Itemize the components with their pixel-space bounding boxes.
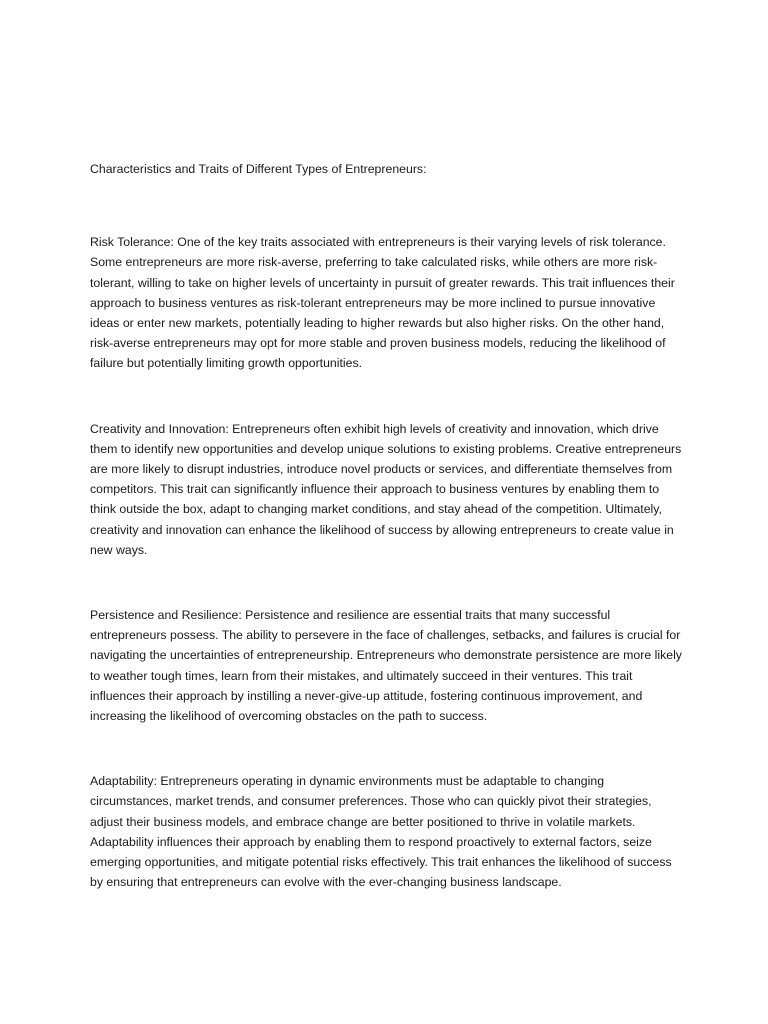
paragraph-adaptability: Adaptability: Entrepreneurs operating in dynamic environments must be adaptable to changing circumstances, market trends, and consumer preferences. Those who can quickly pivot their strategies, adjust their business models, and embrace change are better positioned to thrive in volatile markets. Adaptability influences their approach by enabling them to respond proactively to external factors, seize emerging opportunities, and mitigate potential risks effectively. This trait enhances the likelihood of success by ensuring that entrepreneurs can evolve with the ever-changing business landscape. — [90, 774, 672, 890]
document-title: Characteristics and Traits of Different Types of Entrepreneurs: — [90, 162, 427, 176]
paragraph-creativity-innovation: Creativity and Innovation: Entrepreneurs often exhibit high levels of creativity and innovation, which drive them to identify new opportunities and develop unique solutions to existing problems. Creative entrepreneurs are more likely to disrupt industries, introduce novel products or services, and differentiate themselves from competitors. This trait can significantly influence their approach to business ventures by enabling them to think outside the box, adapt to changing market conditions, and stay ahead of the competition. Ultimately, creativity and innovation can enhance the likelihood of success by allowing entrepreneurs to create value in new ways. — [90, 421, 682, 557]
document-body — [90, 159, 685, 892]
spacer — [90, 726, 685, 771]
spacer — [90, 560, 685, 605]
spacer — [90, 374, 685, 419]
paragraph-persistence-resilience: Persistence and Resilience: Persistence and resilience are essential traits that many successful entrepreneurs possess. The ability to persevere in the face of challenges, setbacks, and failures is crucial for navigating the uncertainties of entrepreneurship. Entrepreneurs who demonstrate persistence are more likely to weather tough times, learn from their mistakes, and ultimately succeed in their ventures. This trait influences their approach by instilling a never-give-up attitude, fostering continuous improvement, and increasing the likelihood of overcoming obstacles on the path to success. — [90, 608, 682, 724]
paragraph-risk-tolerance: Risk Tolerance: One of the key traits associated with entrepreneurs is their varying levels of risk tolerance. Some entrepreneurs are more risk-averse, preferring to take calculated risks, while others are more risk-tolerant, willing to take on higher levels of uncertainty in pursuit of greater rewards. This trait influences their approach to business ventures as risk-tolerant entrepreneurs may be more inclined to pursue innovative ideas or enter new markets, potentially leading to higher rewards but also higher risks. On the other hand, risk-averse entrepreneurs may opt for more stable and proven business models, reducing the likelihood of failure but potentially limiting growth opportunities. — [90, 235, 675, 371]
spacer — [90, 179, 685, 232]
